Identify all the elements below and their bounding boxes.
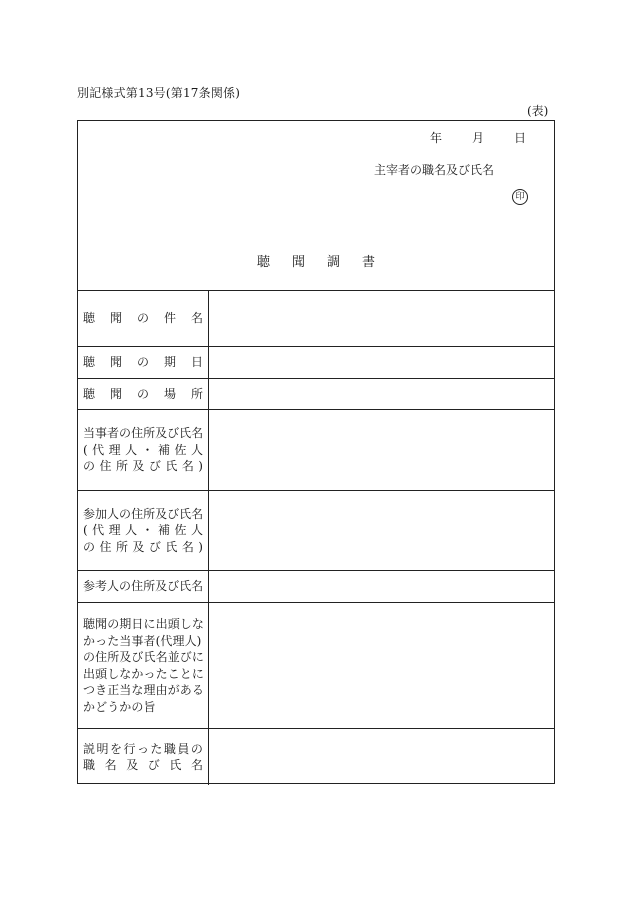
form-row	[78, 571, 554, 603]
form-row	[78, 410, 554, 491]
row-label-line: 当 事 者 の 住 所 及 び 氏 名	[83, 426, 204, 441]
form-frame	[77, 120, 555, 784]
form-row	[78, 347, 554, 379]
row-value-cell[interactable]	[209, 347, 554, 378]
row-value-cell[interactable]	[209, 379, 554, 409]
row-value-cell[interactable]	[209, 729, 554, 785]
row-label	[78, 379, 209, 409]
form-caption: 別記様式第13号(第17条関係)	[77, 86, 241, 100]
row-label-line: 職 名 及 び 氏 名	[83, 758, 203, 772]
row-label-line: 説 明 を 行 っ た 職 員 の	[83, 741, 203, 756]
row-label	[78, 410, 209, 490]
side-label: (表)	[527, 104, 549, 118]
row-value-cell[interactable]	[209, 571, 554, 602]
document-title: 聴聞調書	[256, 255, 397, 270]
row-label	[78, 729, 209, 785]
row-label	[78, 291, 209, 346]
day-label: 日	[513, 131, 526, 145]
row-label-line: の住所及び氏名並びに	[83, 650, 205, 664]
seal-mark: 印	[512, 189, 528, 205]
row-label-line: 出頭しなかったことに	[83, 666, 205, 681]
row-label-line: 参 考 人 の 住 所 及 び 氏 名	[83, 579, 204, 594]
row-value-cell[interactable]	[209, 291, 554, 346]
form-rows	[78, 291, 554, 785]
row-label-line: 聴 聞 の 場 所	[83, 386, 203, 401]
row-label-line: かどうかの旨	[83, 699, 156, 714]
year-label: 年	[429, 131, 442, 145]
row-label	[78, 603, 209, 728]
row-value-cell[interactable]	[209, 491, 554, 570]
row-value-cell[interactable]	[209, 603, 554, 728]
month-label: 月	[471, 131, 484, 145]
organizer-line: 主宰者の職名及び氏名	[373, 163, 494, 177]
row-label	[78, 571, 209, 602]
form-row	[78, 603, 554, 729]
form-row	[78, 491, 554, 571]
row-label-line: の 住 所 及 び 氏 名 )	[83, 539, 203, 554]
row-label-line: 聴 聞 の 件 名	[83, 311, 203, 326]
row-label-line: つき正当な理由がある	[83, 683, 205, 697]
row-label-line: ( 代 理 人 ・ 補 佐 人	[83, 442, 203, 457]
row-label	[78, 347, 209, 378]
form-row	[78, 729, 554, 785]
header-block	[78, 121, 554, 291]
row-label-line: 聴聞の期日に出頭しな	[83, 617, 205, 631]
row-label-line: 参 加 人 の 住 所 及 び 氏 名	[83, 506, 204, 521]
row-label-line: かった当事者(代理人)	[83, 633, 202, 648]
form-row	[78, 379, 554, 410]
row-value-cell[interactable]	[209, 410, 554, 490]
form-row	[78, 291, 554, 347]
date-line	[430, 129, 526, 146]
row-label	[78, 491, 209, 570]
row-label-line: ( 代 理 人 ・ 補 佐 人	[83, 523, 203, 538]
row-label-line: 聴 聞 の 期 日	[83, 355, 203, 370]
row-label-line: の 住 所 及 び 氏 名 )	[83, 459, 203, 474]
